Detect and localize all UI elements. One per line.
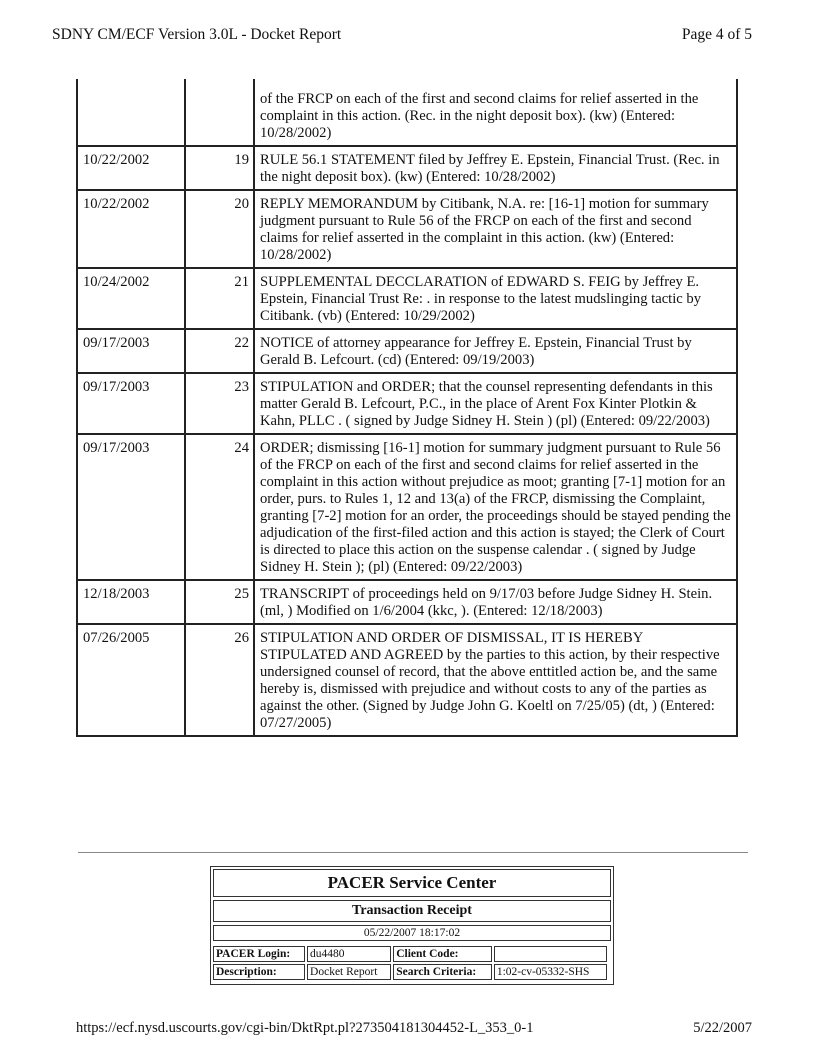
- footer-divider: [78, 852, 748, 853]
- entry-number[interactable]: 25: [185, 580, 254, 624]
- docket-row: [77, 190, 737, 268]
- entry-number[interactable]: 23: [185, 373, 254, 434]
- entry-number[interactable]: 24: [185, 434, 254, 580]
- entry-date: 07/26/2005: [77, 624, 185, 736]
- pacer-timestamp: 05/22/2007 18:17:02: [213, 925, 611, 941]
- search-criteria-label: Search Criteria:: [393, 964, 492, 980]
- docket-row: [77, 146, 737, 190]
- entry-text: of the FRCP on each of the first and second claims for relief asserted in the complaint in this action. (Rec. in the night deposit box). (kw) (Entered: 10/28/2002): [254, 79, 737, 146]
- entry-date: 10/22/2002: [77, 190, 185, 268]
- pacer-login-label: PACER Login:: [213, 946, 305, 962]
- entry-text: RULE 56.1 STATEMENT filed by Jeffrey E. Epstein, Financial Trust. (Rec. in the night deposit box). (kw) (Entered: 10/28/2002): [254, 146, 737, 190]
- description-value: Docket Report: [307, 964, 391, 980]
- entry-date: 12/18/2003: [77, 580, 185, 624]
- entry-date: 09/17/2003: [77, 434, 185, 580]
- client-code-label: Client Code:: [393, 946, 492, 962]
- docket-row: [77, 580, 737, 624]
- entry-number[interactable]: 26: [185, 624, 254, 736]
- pacer-login-value: du4480: [307, 946, 391, 962]
- entry-text: TRANSCRIPT of proceedings held on 9/17/03 before Judge Sidney H. Stein.(ml, ) Modified on 1/6/2004 (kkc, ). (Entered: 12/18/2003): [254, 580, 737, 624]
- docket-row: [77, 79, 737, 146]
- docket-row: [77, 329, 737, 373]
- entry-text: NOTICE of attorney appearance for Jeffrey E. Epstein, Financial Trust by Gerald B. Lefcourt. (cd) (Entered: 09/19/2003): [254, 329, 737, 373]
- entry-number[interactable]: 22: [185, 329, 254, 373]
- entry-date: 09/17/2003: [77, 329, 185, 373]
- entry-date: 10/22/2002: [77, 146, 185, 190]
- header-title: SDNY CM/ECF Version 3.0L - Docket Report: [52, 26, 342, 43]
- entry-text: STIPULATION AND ORDER OF DISMISSAL, IT IS HEREBY STIPULATED AND AGREED by the parties to this action, by their respective undersigned counsel of record, that the above enttitled action be, and the same hereby is, dismissed with prejudice and without costs to any of the parties as against the other. (Signed by Judge John G. Koeltl on 7/25/05) (dt, ) (Entered: 07/27/2005): [254, 624, 737, 736]
- page-number: Page 4 of 5: [681, 26, 752, 43]
- docket-row: [77, 268, 737, 329]
- pacer-details: [211, 944, 609, 982]
- entry-number[interactable]: 21: [185, 268, 254, 329]
- docket-row: [77, 434, 737, 580]
- docket-row: [77, 624, 737, 736]
- entry-text: REPLY MEMORANDUM by Citibank, N.A. re: [16-1] motion for summary judgment pursuant to Rule 56 of the FRCP on each of the first and second claims for relief asserted in the complaint in this action. (kw) (Entered: 10/28/2002): [254, 190, 737, 268]
- entry-date: 10/24/2002: [77, 268, 185, 329]
- entry-number: [185, 79, 254, 146]
- client-code-value: [494, 946, 607, 962]
- entry-date: [77, 79, 185, 146]
- pacer-receipt: [210, 866, 614, 985]
- docket-row: [77, 373, 737, 434]
- entry-text: ORDER; dismissing [16-1] motion for summary judgment pursuant to Rule 56 of the FRCP on each of the first and second claims for relief asserted in the complaint in this action without prejudice as moot; granting [7-1] motion for an order, purs. to Rules 1, 12 and 13(a) of the FRCP, dismissing the Complaint, granting [7-2] motion for an order, the proceedings should be stayed pending the adjudication of the first-filed action and this action is stayed; the Clerk of Court is directed to place this action on the suspense calendar . ( signed by Judge Sidney H. Stein ); (pl) (Entered: 09/22/2003): [254, 434, 737, 580]
- entry-date: 09/17/2003: [77, 373, 185, 434]
- entry-text: STIPULATION and ORDER; that the counsel representing defendants in this matter Gerald B. Lefcourt, P.C., in the place of Arent Fox Kinter Plotkin & Kahn, PLLC . ( signed by Judge Sidney H. Stein ) (pl) (Entered: 09/22/2003): [254, 373, 737, 434]
- pacer-subtitle: Transaction Receipt: [213, 900, 611, 922]
- footer-url: https://ecf.nysd.uscourts.gov/cgi-bin/DktRpt.pl?273504181304452-L_353_0-1: [76, 1020, 534, 1036]
- description-label: Description:: [213, 964, 305, 980]
- pacer-title: PACER Service Center: [213, 869, 611, 897]
- docket-table: [76, 79, 738, 737]
- footer-date: 5/22/2007: [693, 1020, 752, 1036]
- search-criteria-value: 1:02-cv-05332-SHS: [494, 964, 607, 980]
- entry-number[interactable]: 19: [185, 146, 254, 190]
- entry-number[interactable]: 20: [185, 190, 254, 268]
- entry-text: SUPPLEMENTAL DECCLARATION of EDWARD S. FEIG by Jeffrey E. Epstein, Financial Trust Re: . in response to the latest mudslinging tactic by Citibank. (vb) (Entered: 10/29/2002): [254, 268, 737, 329]
